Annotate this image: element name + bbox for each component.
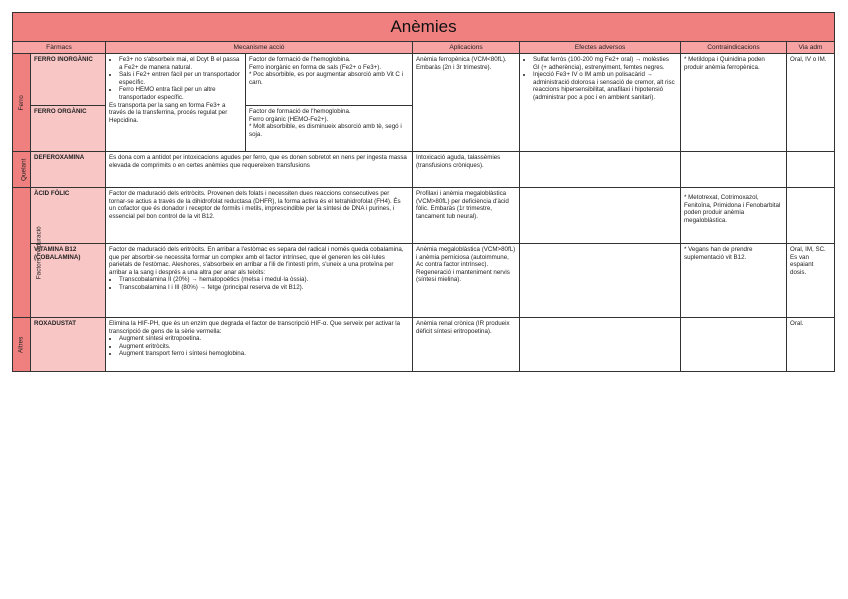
anemies-table (12, 12, 835, 372)
drug-deferoxamina: DEFEROXAMINA (31, 152, 106, 188)
anemies-table-container (12, 12, 834, 372)
vitamina-b12-via: Oral, IM, SC. Es van espaiant dosis. (787, 244, 835, 318)
acid-folic-efectes (520, 188, 681, 244)
row-acid-folic (13, 188, 835, 244)
ferro-contraindicacions: * Metildopa i Quinidina poden produir anèmia ferropènica. (681, 54, 787, 152)
drug-ferro-organic: FERRO ORGÀNIC (31, 106, 106, 152)
row-roxadustat (13, 318, 835, 372)
roxadustat-via: Oral. (787, 318, 835, 372)
header-aplicacions: Aplicacions (413, 42, 520, 54)
deferoxamina-mechanism: Es dona com a antídot per intoxicacions agudes per ferro, que es donen sobretot en nens per ingesta massa elevada de comprimits o en certes anèmies que requereixen transfusions (106, 152, 413, 188)
roxadustat-aplicacions: Anèmia renal crònica (IR produeix dèficit síntesi eritropoetina). (413, 318, 520, 372)
deferoxamina-aplicacions: Intoxicació aguda, talassèmies (transfusions cròniques). (413, 152, 520, 188)
group-ferro: Ferro (13, 54, 31, 152)
group-altres: Altres (13, 318, 31, 372)
header-efectes: Efectes adversos (520, 42, 681, 54)
acid-folic-via (787, 188, 835, 244)
acid-folic-mechanism: Factor de maduració dels eritròcits. Provenen dels folats i necessiten dues reaccions consecutives per tornar-se actius a través de la dihidrofolat reductasa (DHFR), la forma activa és el tetrahidrofolat (FH4). És un cofactor que és donador i receptor de formils i metils, imprescindible per la síntesi de DNA i purines, i essencial pel bon control de la vit B12. (106, 188, 413, 244)
ferro-efecte-2: • Injecció Fe3+ IV o IM amb un polisacàrid → administració dolorosa i sensació de cremor, alt risc reaccions hipersensibilitat, anafilaxi i hipotensió (administrar poc a poc i en ambient sanitari). (533, 71, 677, 101)
ferro-bullet-3: • Ferro HEMO entra fàcil per un altre transportador específic. (119, 86, 242, 101)
roxadustat-bullet-2: • Augment eritròcits. (119, 343, 409, 351)
page-title: Anèmies (13, 13, 835, 42)
ferro-via: Oral, IV o IM. (787, 54, 835, 152)
roxadustat-contraindicacions (681, 318, 787, 372)
row-vitamina-b12 (13, 244, 835, 318)
ferro-bullet-1: • Fe3+ no s'absorbeix mai, el Dcyt B el passa a Fe2+ de manera natural. (119, 56, 242, 71)
roxadustat-bullet-3: • Augment transport ferro i síntesi hemoglobina. (119, 350, 409, 358)
ferro-transport-text: Es transporta per la sang en forma Fe3+ a través de la transferrina, procés regulat per Hepcidina. (109, 101, 228, 124)
vitamina-b12-contraindicacions: * Vegans han de prendre suplementació vit B12. (681, 244, 787, 318)
ferro-organic-mechanism: Factor de formació de l'hemoglobina. Ferro orgànic (HEMO-Fe2+). * Molt absorbible, es disminueix absorció amb tè, segó i soja. (246, 106, 413, 152)
roxadustat-bullet-1: • Augment síntesi eritropoetina. (119, 335, 409, 343)
vitamina-b12-mechanism: Factor de maduració dels eritròcits. En arribar a l'estòmac es separa del radical i només queda cobalamina, que per absorbir-se necessita formar un complex amb el factor intrínsec, que el generen les cèl·lules parietals de l'estòmac. Aleshores, s'absorbeix en arribar a l'ili de l'intestí prim, s'uneix a una proteïna per arribar a la sang i després a una altra per anar als teixits: • Transcobalamina II (20%) → hematopoètics (melsa i medul·la òssia). • Transcobalamina I i III (80%) → fetge (principal reserva de vit B12). (106, 244, 413, 318)
deferoxamina-efectes (520, 152, 681, 188)
drug-ferro-inorganic: FERRO INORGÀNIC (31, 54, 106, 106)
header-farmacs: Fàrmacs (13, 42, 106, 54)
vitamina-b12-efectes (520, 244, 681, 318)
deferoxamina-contraindicacions (681, 152, 787, 188)
ferro-efectes (520, 54, 681, 152)
ferro-bullet-2: • Sals i Fe2+ entren fàcil per un transportador específic. (119, 71, 242, 86)
deferoxamina-via (787, 152, 835, 188)
header-contraindicacions: Contraindicacions (681, 42, 787, 54)
acid-folic-contraindicacions: * Metotrexat, Cotrimoxazol, Fenitoïna, Primidona i Fenobarbital poden produir anèmia megaloblàstica. (681, 188, 787, 244)
header-row (13, 42, 835, 54)
ferro-inorganic-mechanism: Factor de formació de l'hemoglobina. Ferro inorgànic en forma de sals (Fe2+ o Fe3+). * Poc absorbible, es por augmentar absorció amb Vit C i carn. (246, 54, 413, 106)
header-mecanisme: Mecanisme acció (106, 42, 413, 54)
b12-bullet-2: • Transcobalamina I i III (80%) → fetge (principal reserva de vit B12). (119, 284, 409, 292)
drug-roxadustat: ROXADUSTAT (31, 318, 106, 372)
roxadustat-mechanism: Elimina la HIF-PH, que és un enzim que degrada el factor de transcripció HIF-α. Que serveix per activar la transcripció de gens de la sèrie vermella: • Augment síntesi eritropoetina. • Augment eritròcits. • Augment transport ferro i síntesi hemoglobina. (106, 318, 413, 372)
drug-acid-folic: ÀCID FÒLIC (31, 188, 106, 244)
group-factors: Factors maduració (13, 188, 31, 318)
row-ferro-inorganic (13, 54, 835, 106)
vitamina-b12-aplicacions: Anèmia megaloblàstica (VCM>80fL) i anèmia perniciosa (autoimmune, Ac contra factor intrínsec). Regeneració i manteniment nervis (síntesi mielina). (413, 244, 520, 318)
b12-bullet-1: • Transcobalamina II (20%) → hematopoètics (melsa i medul·la òssia). (119, 276, 409, 284)
drug-vitamina-b12: VITAMINA B12 (COBALAMINA) (31, 244, 106, 318)
roxadustat-efectes (520, 318, 681, 372)
ferro-shared-mechanism (106, 54, 246, 152)
ferro-aplicacions: Anèmia ferropènica (VCM<80fL). Embaràs (2n i 3r trimestre). (413, 54, 520, 152)
group-quelant: Quelant (13, 152, 31, 188)
acid-folic-aplicacions: Profilaxi i anèmia megaloblàstica (VCM>80fL) per deficiència d'àcid fòlic. Embaràs (1r trimestre, tancament tub neural). (413, 188, 520, 244)
ferro-efecte-1: • Sulfat ferròs (100-200 mg Fe2+ oral) → molèsties GI (+ adherència), estrenyiment, femtes negres. (533, 56, 677, 71)
row-deferoxamina (13, 152, 835, 188)
header-via: Via adm (787, 42, 835, 54)
